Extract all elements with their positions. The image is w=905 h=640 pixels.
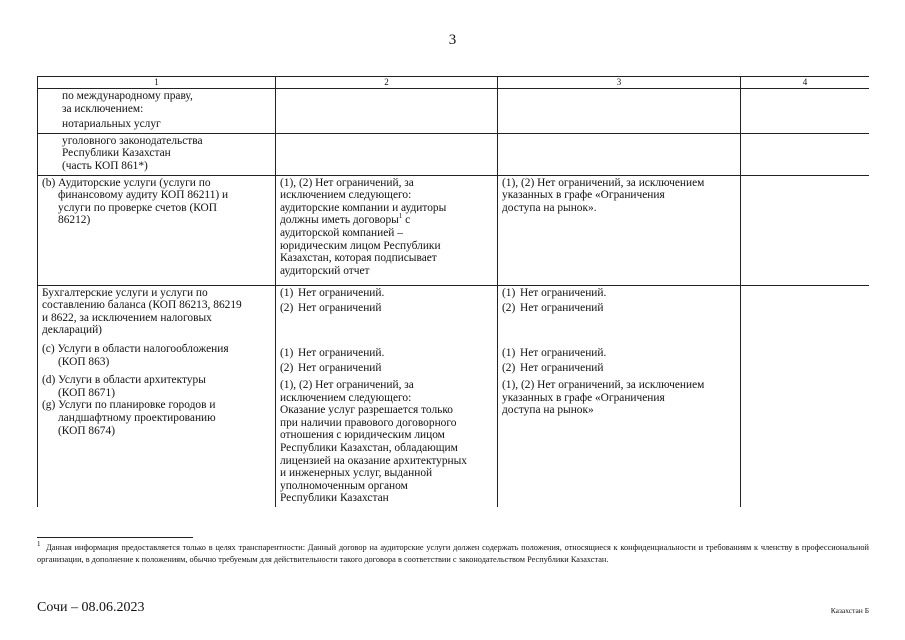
market-access-line: Оказание услуг разрешается только	[280, 404, 453, 417]
mode-marker: (2)	[502, 362, 516, 375]
market-access-line: и инженерных услуг, выданной	[280, 467, 433, 480]
table-row	[38, 285, 870, 507]
sector-line: (d) Услуги в области архитектуры	[42, 374, 206, 387]
sector-cell	[38, 175, 276, 285]
national-treatment-cell	[498, 89, 741, 134]
sector-line: деклараций)	[42, 324, 102, 337]
national-treatment-cell	[498, 285, 741, 507]
footer-place-date: Сочи – 08.06.2023	[37, 600, 145, 615]
market-access-line	[280, 214, 494, 227]
national-treatment-line: (1), (2) Нет ограничений, за исключением	[502, 176, 705, 189]
national-treatment-line: доступа на рынок»	[502, 404, 594, 417]
mode-text: Нет ограничений	[520, 362, 604, 375]
market-access-line: (1), (2) Нет ограничений, за	[280, 176, 414, 189]
market-access-line: исключением следующего:	[280, 391, 412, 404]
mode-marker: (1)	[280, 286, 294, 299]
column-header-4: 4	[741, 77, 870, 89]
market-access-line: отношения с юридическим лицом	[280, 429, 445, 442]
mode-marker: (2)	[502, 302, 516, 315]
market-access-line: (1), (2) Нет ограничений, за	[280, 378, 414, 391]
sector-line: (КОП 8674)	[58, 424, 115, 437]
market-access-text: с	[402, 214, 411, 227]
sector-line: финансовому аудиту КОП 86211) и	[58, 189, 229, 202]
commitments-table	[37, 76, 869, 507]
mode-text: Нет ограничений.	[520, 346, 607, 359]
national-treatment-cell	[498, 175, 741, 285]
sector-line: уголовного законодательства	[62, 134, 203, 147]
table-row	[38, 133, 870, 175]
additional-commitments-cell	[741, 133, 870, 175]
column-header-1: 1	[38, 77, 276, 89]
sector-line: (b) Аудиторские услуги (услуги по	[42, 176, 211, 189]
mode-line	[280, 347, 494, 360]
market-access-line: Республики Казахстан	[280, 492, 389, 505]
mode-line	[280, 362, 494, 375]
mode-text: Нет ограничений	[520, 302, 604, 315]
sector-line: (g) Услуги по планировке городов и	[42, 399, 216, 412]
mode-line	[280, 302, 494, 315]
market-access-line: юридическим лицом Республики	[280, 239, 441, 252]
column-header-2: 2	[276, 77, 498, 89]
column-header-3: 3	[498, 77, 741, 89]
mode-text: Нет ограничений	[298, 362, 382, 375]
footnote-separator	[37, 537, 193, 538]
sector-line: (КОП 8671)	[58, 386, 115, 399]
national-treatment-line: указанных в графе «Ограничения	[502, 189, 665, 202]
additional-commitments-cell	[741, 175, 870, 285]
mode-marker: (1)	[502, 346, 516, 359]
market-access-line: аудиторские компании и аудиторы	[280, 201, 447, 214]
mode-line	[502, 287, 737, 300]
footer-country-label: Казахстан Б	[830, 606, 869, 615]
footnote-text: Данная информация предоставляется только в целях транспарентности: Данный договор на аудиторские услуги должен содержать положения, относящиеся к конфиденциальности и требованиям к членству в профессиональной организации, в дополнение к положениям, обычно требуемым для действительности такого договора в соответствии с законодательством Республики Казахстан.	[37, 543, 869, 564]
sector-line: Бухгалтерские услуги и услуги по	[42, 286, 208, 299]
sector-line: по международному праву,	[62, 90, 193, 102]
market-access-line: аудиторской компанией –	[280, 226, 403, 239]
market-access-cell	[276, 285, 498, 507]
market-access-line: Республики Казахстан, обладающим	[280, 441, 458, 454]
market-access-line: исключением следующего:	[280, 189, 412, 202]
sector-line: составлению баланса (КОП 86213, 86219	[42, 299, 242, 312]
market-access-line: при наличии правового договорного	[280, 416, 457, 429]
additional-commitments-cell	[741, 89, 870, 134]
sector-line: за исключением:	[62, 102, 144, 115]
market-access-line: Казахстан, которая подписывает	[280, 252, 437, 265]
mode-line	[502, 302, 737, 315]
mode-marker: (1)	[502, 286, 516, 299]
national-treatment-line: указанных в графе «Ограничения	[502, 391, 665, 404]
sector-line: и 8622, за исключением налоговых	[42, 311, 212, 324]
market-access-line: лицензией на оказание архитектурных	[280, 454, 468, 467]
sector-cell	[38, 285, 276, 507]
sector-line: (c) Услуги в области налогообложения	[42, 342, 229, 355]
mode-text: Нет ограничений.	[298, 286, 385, 299]
additional-commitments-cell	[741, 285, 870, 507]
mode-line	[502, 347, 737, 360]
sector-line: ландшафтному проектированию	[58, 411, 216, 424]
national-treatment-line: (1), (2) Нет ограничений, за исключением	[502, 378, 705, 391]
mode-marker: (2)	[280, 362, 294, 375]
mode-text: Нет ограничений	[298, 302, 382, 315]
market-access-cell	[276, 133, 498, 175]
sector-cell	[38, 89, 276, 134]
national-treatment-line: доступа на рынок».	[502, 201, 597, 214]
market-access-line: уполномоченным органом	[280, 479, 408, 492]
commitments-table-wrapper	[37, 76, 869, 518]
table-row	[38, 89, 870, 134]
sector-cell	[38, 133, 276, 175]
mode-marker: (2)	[280, 302, 294, 315]
table-header-row	[38, 77, 870, 89]
footnote	[37, 542, 869, 566]
market-access-text: должны иметь договоры	[280, 214, 399, 227]
sector-line: (часть КОП 861*)	[62, 159, 148, 172]
market-access-line: аудиторский отчет	[280, 264, 370, 277]
mode-text: Нет ограничений.	[298, 346, 385, 359]
mode-line	[280, 287, 494, 300]
sector-line: (КОП 863)	[58, 355, 110, 368]
sector-line: 86212)	[58, 214, 91, 227]
footnote-reference: 1	[398, 212, 403, 221]
market-access-cell	[276, 175, 498, 285]
sector-line: нотариальных услуг	[62, 118, 161, 131]
sector-line: Республики Казахстан	[62, 147, 171, 160]
national-treatment-cell	[498, 133, 741, 175]
mode-line	[502, 362, 737, 375]
page-number: 3	[448, 32, 457, 48]
market-access-cell	[276, 89, 498, 134]
table-row	[38, 175, 870, 285]
mode-marker: (1)	[280, 346, 294, 359]
mode-text: Нет ограничений.	[520, 286, 607, 299]
sector-line: услуги по проверке счетов (КОП	[58, 201, 218, 214]
footnote-marker: 1	[37, 540, 41, 549]
